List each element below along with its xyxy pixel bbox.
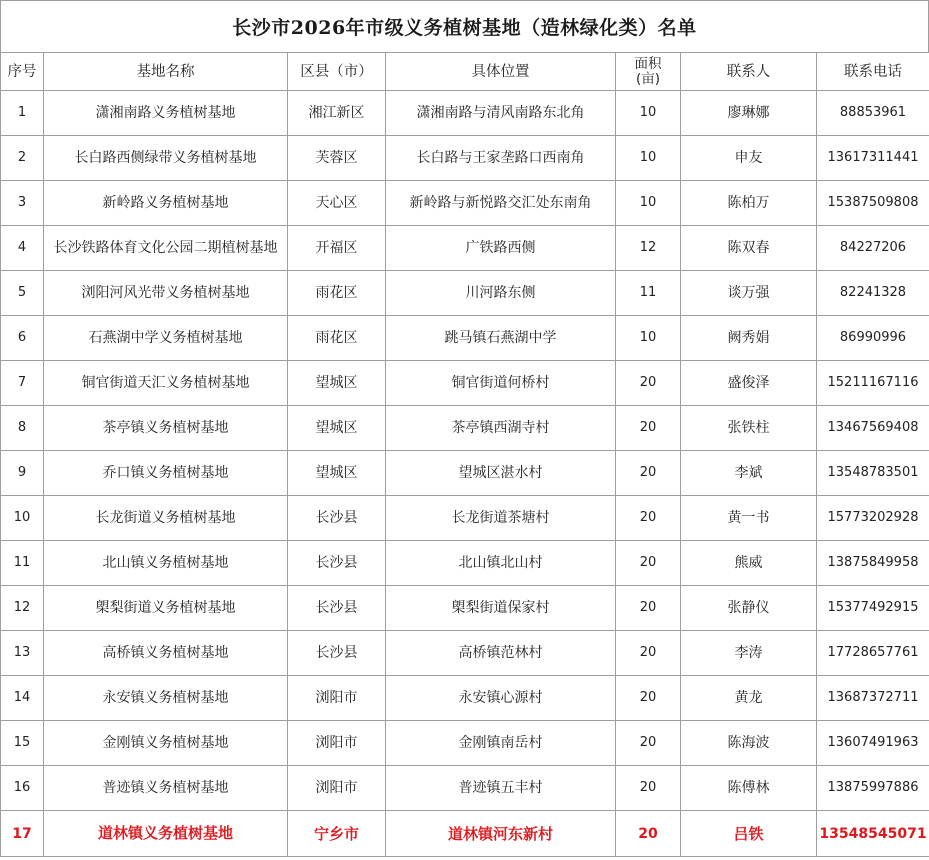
cell-location: 铜官街道何桥村 bbox=[386, 361, 616, 406]
cell-index: 15 bbox=[1, 721, 44, 766]
cell-phone: 13607491963 bbox=[817, 721, 929, 766]
cell-phone: 13617311441 bbox=[817, 136, 929, 181]
cell-index: 14 bbox=[1, 676, 44, 721]
cell-district: 宁乡市 bbox=[288, 811, 386, 857]
cell-district: 望城区 bbox=[288, 406, 386, 451]
cell-area: 11 bbox=[616, 271, 681, 316]
cell-contact: 陈海波 bbox=[681, 721, 817, 766]
cell-location: 川河路东侧 bbox=[386, 271, 616, 316]
cell-area: 20 bbox=[616, 811, 681, 857]
cell-location: 跳马镇石燕湖中学 bbox=[386, 316, 616, 361]
cell-index: 2 bbox=[1, 136, 44, 181]
cell-index: 6 bbox=[1, 316, 44, 361]
cell-location: 道林镇河东新村 bbox=[386, 811, 616, 857]
cell-location: 新岭路与新悦路交汇处东南角 bbox=[386, 181, 616, 226]
cell-phone: 17728657761 bbox=[817, 631, 929, 676]
cell-contact: 张静仪 bbox=[681, 586, 817, 631]
cell-location: 永安镇心源村 bbox=[386, 676, 616, 721]
cell-area: 20 bbox=[616, 361, 681, 406]
cell-index: 3 bbox=[1, 181, 44, 226]
cell-area: 20 bbox=[616, 406, 681, 451]
cell-base-name: 潇湘南路义务植树基地 bbox=[44, 91, 288, 136]
cell-base-name: 石燕湖中学义务植树基地 bbox=[44, 316, 288, 361]
cell-index: 9 bbox=[1, 451, 44, 496]
table-row bbox=[1, 361, 929, 406]
cell-contact: 申友 bbox=[681, 136, 817, 181]
cell-district: 浏阳市 bbox=[288, 721, 386, 766]
cell-area: 20 bbox=[616, 721, 681, 766]
cell-area: 20 bbox=[616, 766, 681, 811]
cell-district: 长沙县 bbox=[288, 541, 386, 586]
cell-contact: 李涛 bbox=[681, 631, 817, 676]
cell-area: 20 bbox=[616, 676, 681, 721]
cell-phone: 13548783501 bbox=[817, 451, 929, 496]
cell-area: 10 bbox=[616, 181, 681, 226]
cell-contact: 黄龙 bbox=[681, 676, 817, 721]
cell-district: 开福区 bbox=[288, 226, 386, 271]
header-phone: 联系电话 bbox=[817, 53, 929, 91]
cell-phone: 82241328 bbox=[817, 271, 929, 316]
cell-index: 17 bbox=[1, 811, 44, 857]
cell-base-name: 长白路西侧绿带义务植树基地 bbox=[44, 136, 288, 181]
header-district: 区县（市） bbox=[288, 53, 386, 91]
cell-base-name: 铜官街道天汇义务植树基地 bbox=[44, 361, 288, 406]
cell-contact: 吕铁 bbox=[681, 811, 817, 857]
cell-base-name: 新岭路义务植树基地 bbox=[44, 181, 288, 226]
cell-district: 望城区 bbox=[288, 361, 386, 406]
cell-contact: 黄一书 bbox=[681, 496, 817, 541]
cell-location: 茶亭镇西湖寺村 bbox=[386, 406, 616, 451]
cell-location: 北山镇北山村 bbox=[386, 541, 616, 586]
header-area-line1: 面积 bbox=[634, 55, 662, 72]
table-row bbox=[1, 496, 929, 541]
table-row bbox=[1, 586, 929, 631]
cell-base-name: 道林镇义务植树基地 bbox=[44, 811, 288, 857]
cell-district: 浏阳市 bbox=[288, 676, 386, 721]
cell-phone: 15387509808 bbox=[817, 181, 929, 226]
cell-contact: 李斌 bbox=[681, 451, 817, 496]
cell-district: 雨花区 bbox=[288, 271, 386, 316]
cell-location: 望城区湛水村 bbox=[386, 451, 616, 496]
cell-base-name: 乔口镇义务植树基地 bbox=[44, 451, 288, 496]
cell-index: 16 bbox=[1, 766, 44, 811]
cell-index: 4 bbox=[1, 226, 44, 271]
cell-district: 浏阳市 bbox=[288, 766, 386, 811]
header-area-line2: (亩) bbox=[635, 70, 661, 87]
cell-contact: 陈柏万 bbox=[681, 181, 817, 226]
cell-phone: 88853961 bbox=[817, 91, 929, 136]
cell-phone: 15211167116 bbox=[817, 361, 929, 406]
cell-phone: 13875997886 bbox=[817, 766, 929, 811]
cell-contact: 张铁柱 bbox=[681, 406, 817, 451]
table-row bbox=[1, 316, 929, 361]
cell-location: 普迹镇五丰村 bbox=[386, 766, 616, 811]
cell-phone: 84227206 bbox=[817, 226, 929, 271]
cell-area: 20 bbox=[616, 451, 681, 496]
table-header bbox=[1, 53, 929, 91]
header-contact: 联系人 bbox=[681, 53, 817, 91]
header-row bbox=[1, 53, 929, 91]
table-row bbox=[1, 181, 929, 226]
cell-location: 广铁路西侧 bbox=[386, 226, 616, 271]
header-location: 具体位置 bbox=[386, 53, 616, 91]
cell-phone: 15773202928 bbox=[817, 496, 929, 541]
cell-location: 金刚镇南岳村 bbox=[386, 721, 616, 766]
cell-phone: 13467569408 bbox=[817, 406, 929, 451]
table-row bbox=[1, 631, 929, 676]
table-body bbox=[1, 91, 929, 857]
cell-district: 长沙县 bbox=[288, 586, 386, 631]
table-row bbox=[1, 811, 929, 857]
cell-index: 10 bbox=[1, 496, 44, 541]
cell-base-name: 普迹镇义务植树基地 bbox=[44, 766, 288, 811]
cell-location: 高桥镇范林村 bbox=[386, 631, 616, 676]
cell-district: 望城区 bbox=[288, 451, 386, 496]
cell-contact: 陈傅林 bbox=[681, 766, 817, 811]
cell-phone: 86990996 bbox=[817, 316, 929, 361]
cell-location: 潇湘南路与清风南路东北角 bbox=[386, 91, 616, 136]
cell-contact: 盛俊泽 bbox=[681, 361, 817, 406]
cell-area: 10 bbox=[616, 136, 681, 181]
cell-contact: 谈万强 bbox=[681, 271, 817, 316]
cell-base-name: 浏阳河风光带义务植树基地 bbox=[44, 271, 288, 316]
cell-contact: 熊威 bbox=[681, 541, 817, 586]
cell-base-name: 茶亭镇义务植树基地 bbox=[44, 406, 288, 451]
cell-index: 13 bbox=[1, 631, 44, 676]
cell-base-name: 长沙铁路体育文化公园二期植树基地 bbox=[44, 226, 288, 271]
cell-area: 10 bbox=[616, 316, 681, 361]
cell-base-name: 北山镇义务植树基地 bbox=[44, 541, 288, 586]
table-row bbox=[1, 406, 929, 451]
cell-index: 7 bbox=[1, 361, 44, 406]
cell-phone: 13548545071 bbox=[817, 811, 929, 857]
table-row bbox=[1, 676, 929, 721]
cell-area: 20 bbox=[616, 496, 681, 541]
cell-contact: 陈双春 bbox=[681, 226, 817, 271]
cell-area: 20 bbox=[616, 631, 681, 676]
table-row bbox=[1, 136, 929, 181]
cell-district: 雨花区 bbox=[288, 316, 386, 361]
base-list-table bbox=[0, 52, 929, 857]
cell-index: 1 bbox=[1, 91, 44, 136]
cell-base-name: 长龙街道义务植树基地 bbox=[44, 496, 288, 541]
cell-location: 长龙街道茶塘村 bbox=[386, 496, 616, 541]
cell-district: 天心区 bbox=[288, 181, 386, 226]
cell-area: 10 bbox=[616, 91, 681, 136]
cell-phone: 15377492915 bbox=[817, 586, 929, 631]
table-row bbox=[1, 91, 929, 136]
table-row bbox=[1, 541, 929, 586]
cell-base-name: 金刚镇义务植树基地 bbox=[44, 721, 288, 766]
table-row bbox=[1, 721, 929, 766]
sheet-title: 长沙市2026年市级义务植树基地（造林绿化类）名单 bbox=[0, 0, 929, 52]
cell-index: 8 bbox=[1, 406, 44, 451]
table-row bbox=[1, 766, 929, 811]
table-row bbox=[1, 271, 929, 316]
header-area bbox=[616, 53, 681, 91]
cell-phone: 13875849958 bbox=[817, 541, 929, 586]
cell-index: 12 bbox=[1, 586, 44, 631]
cell-contact: 廖琳娜 bbox=[681, 91, 817, 136]
cell-area: 20 bbox=[616, 541, 681, 586]
header-index: 序号 bbox=[1, 53, 44, 91]
cell-area: 20 bbox=[616, 586, 681, 631]
cell-base-name: 高桥镇义务植树基地 bbox=[44, 631, 288, 676]
cell-index: 11 bbox=[1, 541, 44, 586]
cell-base-name: 永安镇义务植树基地 bbox=[44, 676, 288, 721]
cell-index: 5 bbox=[1, 271, 44, 316]
cell-district: 湘江新区 bbox=[288, 91, 386, 136]
cell-location: 㮾梨街道保家村 bbox=[386, 586, 616, 631]
cell-contact: 阙秀娟 bbox=[681, 316, 817, 361]
cell-phone: 13687372711 bbox=[817, 676, 929, 721]
cell-district: 长沙县 bbox=[288, 496, 386, 541]
cell-district: 芙蓉区 bbox=[288, 136, 386, 181]
table-row bbox=[1, 451, 929, 496]
cell-location: 长白路与王家垄路口西南角 bbox=[386, 136, 616, 181]
table-row bbox=[1, 226, 929, 271]
header-name: 基地名称 bbox=[44, 53, 288, 91]
cell-district: 长沙县 bbox=[288, 631, 386, 676]
cell-area: 12 bbox=[616, 226, 681, 271]
cell-base-name: 㮾梨街道义务植树基地 bbox=[44, 586, 288, 631]
